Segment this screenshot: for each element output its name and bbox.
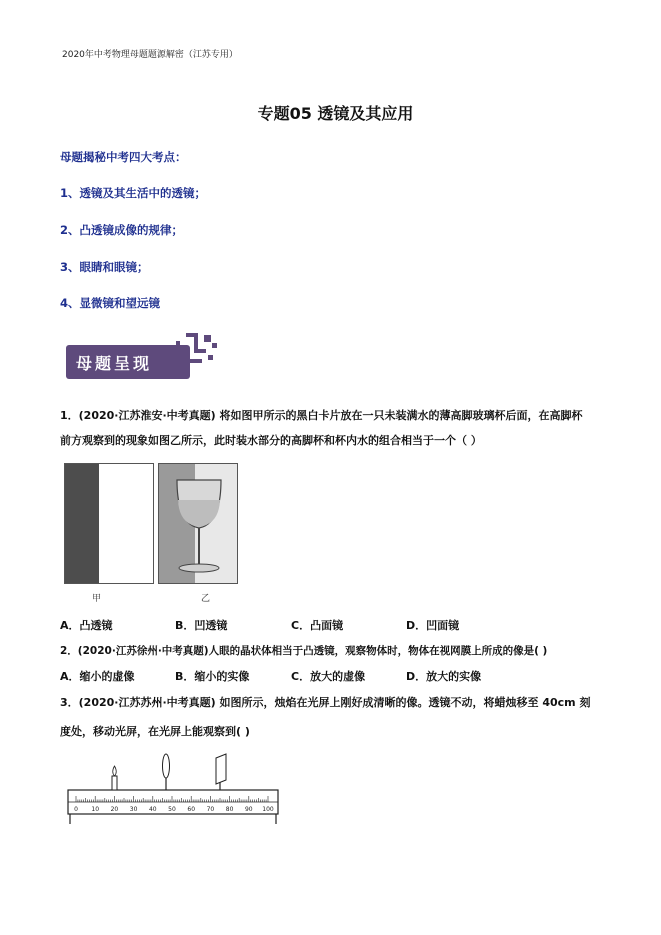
- keypoint-item: 4、显微镜和望远镜: [60, 296, 161, 310]
- candle-icon: [112, 776, 117, 790]
- q1-option-d[interactable]: D．凹面镜: [406, 619, 460, 632]
- figure-label-jia: 甲: [92, 594, 102, 604]
- screen-icon: [216, 754, 226, 784]
- scale-label: 40: [148, 806, 157, 813]
- card-black-half: [65, 464, 99, 583]
- q1-line1: 1．(2020·江苏淮安·中考真题) 将如图甲所示的黑白卡片放在一只未装满水的薄高脚玻璃杯后面，在高脚杯: [60, 409, 583, 422]
- scale-label: 90: [244, 806, 253, 813]
- scale-label: 100: [262, 806, 274, 813]
- scale-label: 10: [91, 806, 100, 813]
- scale-label: 80: [225, 806, 234, 813]
- flame-icon: [113, 766, 117, 776]
- scale-label: 60: [187, 806, 196, 813]
- lens-icon: [163, 754, 170, 778]
- keypoint-item: 1、透镜及其生活中的透镜；: [60, 186, 207, 200]
- q2-option-c[interactable]: C．放大的虚像: [291, 670, 366, 683]
- document-header: 2020年中考物理母题题源解密（江苏专用）: [62, 50, 238, 60]
- q3-line1: 3．(2020·江苏苏州·中考真题) 如图所示，烛焰在光屏上刚好成清晰的像。透镜不动，将蜡烛移至 40cm 刻: [60, 696, 591, 709]
- q1-option-c[interactable]: C．凸面镜: [291, 619, 344, 632]
- section-banner: [66, 331, 216, 381]
- scale-label: 30: [129, 806, 138, 813]
- q2-option-a[interactable]: A．缩小的虚像: [60, 670, 135, 683]
- figure-label-yi: 乙: [201, 594, 211, 604]
- banner-decoration-icon: [174, 331, 220, 365]
- q1-option-a[interactable]: A．凸透镜: [60, 619, 113, 632]
- scale-label: 0: [74, 806, 78, 813]
- wine-glass-icon: [159, 464, 238, 584]
- keypoint-item: 3、眼睛和眼镜；: [60, 260, 149, 274]
- scale-label: 20: [110, 806, 119, 813]
- keypoints-heading: 母题揭秘中考四大考点：: [60, 150, 187, 164]
- q1-option-b[interactable]: B．凹透镜: [175, 619, 228, 632]
- scale-label: 70: [206, 806, 215, 813]
- scale-label: 50: [168, 806, 176, 813]
- page-title: 专题05 透镜及其应用: [257, 104, 414, 123]
- q2-text: 2．(2020·江苏徐州·中考真题)人眼的晶状体相当于凸透镜，观察物体时，物体在视网膜上所成的像是( ): [60, 645, 548, 657]
- q2-option-d[interactable]: D．放大的实像: [406, 670, 482, 683]
- figure-card: [64, 463, 154, 584]
- q1-line2: 前方观察到的现象如图乙所示，此时装水部分的高脚杯和杯内水的组合相当于一个（ ）: [60, 434, 482, 447]
- q2-option-b[interactable]: B．缩小的实像: [175, 670, 250, 683]
- keypoint-item: 2、凸透镜成像的规律；: [60, 223, 184, 237]
- q3-line2: 度处，移动光屏，在光屏上能观察到( ): [60, 725, 250, 738]
- optical-bench-figure: [62, 752, 292, 828]
- figure-glass-photo: [158, 463, 238, 584]
- banner-label: 母题呈现: [76, 354, 153, 373]
